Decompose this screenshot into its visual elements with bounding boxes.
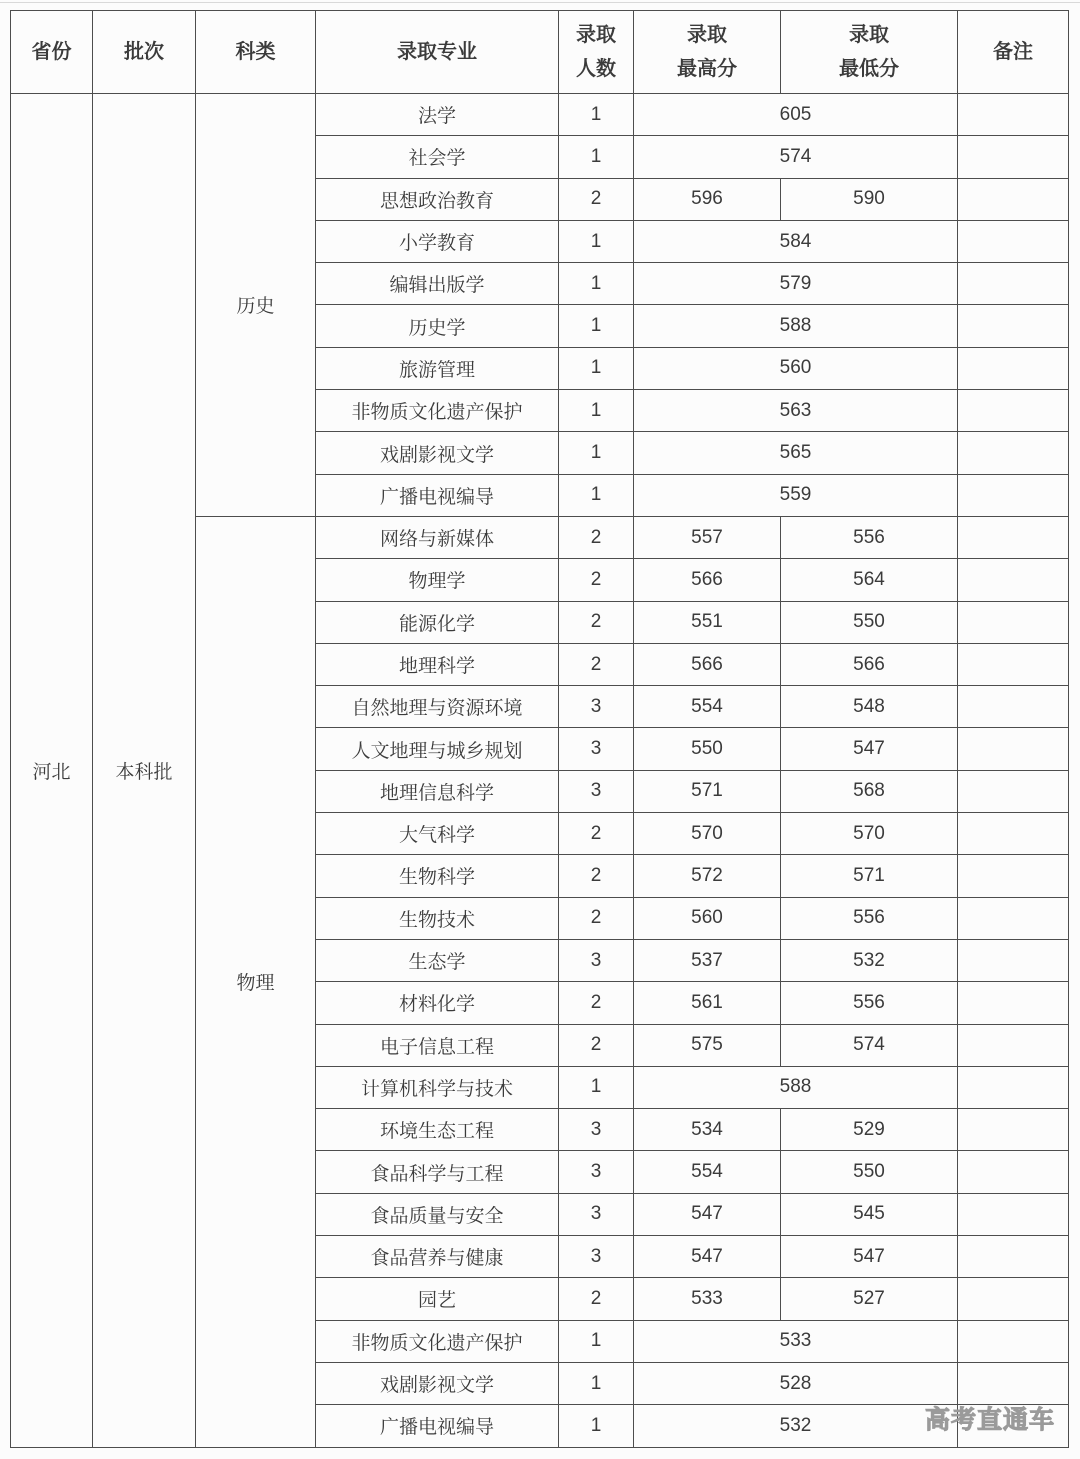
count-cell: 3 bbox=[559, 1151, 634, 1193]
col-header-remark-label: 备注 bbox=[993, 41, 1033, 63]
count-cell: 2 bbox=[559, 982, 634, 1024]
col-header-category bbox=[196, 11, 316, 94]
category-cell: 历史 bbox=[196, 94, 316, 517]
cropped-row-remnant bbox=[0, 2, 1080, 3]
major-cell: 网络与新媒体 bbox=[316, 516, 559, 558]
remark-cell bbox=[958, 347, 1069, 389]
count-cell: 3 bbox=[559, 686, 634, 728]
major-cell: 历史学 bbox=[316, 305, 559, 347]
min-score-cell: 574 bbox=[781, 1024, 958, 1066]
col-header-count-line1: 录取 bbox=[576, 24, 616, 46]
major-cell: 生物科学 bbox=[316, 855, 559, 897]
max-score-cell: 560 bbox=[634, 897, 781, 939]
major-cell: 材料化学 bbox=[316, 982, 559, 1024]
count-cell: 2 bbox=[559, 1024, 634, 1066]
major-cell: 园艺 bbox=[316, 1278, 559, 1320]
major-cell: 人文地理与城乡规划 bbox=[316, 728, 559, 770]
count-cell: 1 bbox=[559, 305, 634, 347]
min-score-cell: 548 bbox=[781, 686, 958, 728]
max-score-cell: 550 bbox=[634, 728, 781, 770]
col-header-province-label: 省份 bbox=[31, 41, 72, 63]
count-cell: 1 bbox=[559, 474, 634, 516]
remark-cell bbox=[958, 432, 1069, 474]
col-header-count bbox=[559, 11, 634, 94]
table-row bbox=[11, 94, 1069, 136]
min-score-cell: 556 bbox=[781, 982, 958, 1024]
remark-cell bbox=[958, 770, 1069, 812]
score-merged-cell: 532 bbox=[634, 1405, 958, 1447]
category-cell: 物理 bbox=[196, 516, 316, 1447]
remark-cell bbox=[958, 305, 1069, 347]
count-cell: 2 bbox=[559, 813, 634, 855]
col-header-max-score-line2: 最高分 bbox=[677, 58, 737, 80]
col-header-max-score-line1: 录取 bbox=[687, 24, 727, 46]
score-merged-cell: 584 bbox=[634, 220, 958, 262]
major-cell: 旅游管理 bbox=[316, 347, 559, 389]
major-cell: 思想政治教育 bbox=[316, 178, 559, 220]
max-score-cell: 566 bbox=[634, 559, 781, 601]
remark-cell bbox=[958, 516, 1069, 558]
major-cell: 非物质文化遗产保护 bbox=[316, 390, 559, 432]
min-score-cell: 571 bbox=[781, 855, 958, 897]
count-cell: 2 bbox=[559, 178, 634, 220]
major-cell: 社会学 bbox=[316, 136, 559, 178]
min-score-cell: 532 bbox=[781, 939, 958, 981]
remark-cell bbox=[958, 178, 1069, 220]
max-score-cell: 572 bbox=[634, 855, 781, 897]
major-cell: 生物技术 bbox=[316, 897, 559, 939]
major-cell: 大气科学 bbox=[316, 813, 559, 855]
major-cell: 计算机科学与技术 bbox=[316, 1066, 559, 1108]
max-score-cell: 533 bbox=[634, 1278, 781, 1320]
remark-cell bbox=[958, 1320, 1069, 1362]
max-score-cell: 554 bbox=[634, 1151, 781, 1193]
max-score-cell: 537 bbox=[634, 939, 781, 981]
count-cell: 1 bbox=[559, 347, 634, 389]
watermark: 高考直通车 bbox=[924, 1406, 1055, 1434]
remark-cell bbox=[958, 1109, 1069, 1151]
remark-cell bbox=[958, 559, 1069, 601]
remark-cell bbox=[958, 1362, 1069, 1404]
remark-cell bbox=[958, 94, 1069, 136]
min-score-cell: 566 bbox=[781, 643, 958, 685]
major-cell: 物理学 bbox=[316, 559, 559, 601]
col-header-category-label: 科类 bbox=[235, 41, 276, 63]
max-score-cell: 534 bbox=[634, 1109, 781, 1151]
remark-cell bbox=[958, 1066, 1069, 1108]
remark-cell bbox=[958, 1151, 1069, 1193]
score-merged-cell: 574 bbox=[634, 136, 958, 178]
major-cell: 小学教育 bbox=[316, 220, 559, 262]
col-header-batch-label: 批次 bbox=[124, 41, 164, 63]
max-score-cell: 571 bbox=[634, 770, 781, 812]
count-cell: 1 bbox=[559, 1320, 634, 1362]
remark-cell bbox=[958, 939, 1069, 981]
major-cell: 戏剧影视文学 bbox=[316, 432, 559, 474]
count-cell: 1 bbox=[559, 1405, 634, 1447]
count-cell: 1 bbox=[559, 1362, 634, 1404]
major-cell: 食品营养与健康 bbox=[316, 1236, 559, 1278]
col-header-max-score bbox=[634, 11, 781, 94]
major-cell: 地理科学 bbox=[316, 643, 559, 685]
remark-cell bbox=[958, 474, 1069, 516]
count-cell: 1 bbox=[559, 390, 634, 432]
col-header-count-line2: 人数 bbox=[576, 58, 616, 80]
col-header-min-score-line1: 录取 bbox=[849, 24, 889, 46]
remark-cell bbox=[958, 1193, 1069, 1235]
remark-cell bbox=[958, 855, 1069, 897]
count-cell: 3 bbox=[559, 1109, 634, 1151]
remark-cell bbox=[958, 220, 1069, 262]
score-merged-cell: 533 bbox=[634, 1320, 958, 1362]
score-merged-cell: 528 bbox=[634, 1362, 958, 1404]
major-cell: 食品质量与安全 bbox=[316, 1193, 559, 1235]
col-header-major bbox=[316, 11, 559, 94]
count-cell: 2 bbox=[559, 855, 634, 897]
col-header-major-label: 录取专业 bbox=[397, 41, 477, 63]
major-cell: 法学 bbox=[316, 94, 559, 136]
count-cell: 3 bbox=[559, 1193, 634, 1235]
remark-cell bbox=[958, 136, 1069, 178]
min-score-cell: 527 bbox=[781, 1278, 958, 1320]
remark-cell bbox=[958, 390, 1069, 432]
count-cell: 2 bbox=[559, 643, 634, 685]
major-cell: 生态学 bbox=[316, 939, 559, 981]
score-merged-cell: 565 bbox=[634, 432, 958, 474]
remark-cell bbox=[958, 1278, 1069, 1320]
score-merged-cell: 559 bbox=[634, 474, 958, 516]
score-merged-cell: 605 bbox=[634, 94, 958, 136]
admissions-table bbox=[10, 10, 1069, 1448]
major-cell: 环境生态工程 bbox=[316, 1109, 559, 1151]
max-score-cell: 547 bbox=[634, 1193, 781, 1235]
min-score-cell: 568 bbox=[781, 770, 958, 812]
score-merged-cell: 588 bbox=[634, 305, 958, 347]
remark-cell bbox=[958, 686, 1069, 728]
remark-cell bbox=[958, 728, 1069, 770]
batch-cell: 本科批 bbox=[93, 94, 196, 1448]
min-score-cell: 570 bbox=[781, 813, 958, 855]
count-cell: 1 bbox=[559, 263, 634, 305]
major-cell: 食品科学与工程 bbox=[316, 1151, 559, 1193]
max-score-cell: 575 bbox=[634, 1024, 781, 1066]
remark-cell bbox=[958, 1024, 1069, 1066]
min-score-cell: 547 bbox=[781, 728, 958, 770]
col-header-min-score bbox=[781, 11, 958, 94]
count-cell: 1 bbox=[559, 136, 634, 178]
major-cell: 自然地理与资源环境 bbox=[316, 686, 559, 728]
count-cell: 3 bbox=[559, 770, 634, 812]
count-cell: 2 bbox=[559, 1278, 634, 1320]
max-score-cell: 554 bbox=[634, 686, 781, 728]
min-score-cell: 564 bbox=[781, 559, 958, 601]
min-score-cell: 550 bbox=[781, 601, 958, 643]
count-cell: 1 bbox=[559, 94, 634, 136]
major-cell: 地理信息科学 bbox=[316, 770, 559, 812]
remark-cell bbox=[958, 897, 1069, 939]
col-header-remark bbox=[958, 11, 1069, 94]
major-cell: 能源化学 bbox=[316, 601, 559, 643]
major-cell: 电子信息工程 bbox=[316, 1024, 559, 1066]
count-cell: 2 bbox=[559, 516, 634, 558]
major-cell: 编辑出版学 bbox=[316, 263, 559, 305]
count-cell: 2 bbox=[559, 559, 634, 601]
count-cell: 2 bbox=[559, 601, 634, 643]
major-cell: 非物质文化遗产保护 bbox=[316, 1320, 559, 1362]
header-row bbox=[11, 11, 1069, 94]
count-cell: 3 bbox=[559, 939, 634, 981]
count-cell: 1 bbox=[559, 1066, 634, 1108]
remark-cell bbox=[958, 601, 1069, 643]
max-score-cell: 557 bbox=[634, 516, 781, 558]
score-merged-cell: 588 bbox=[634, 1066, 958, 1108]
count-cell: 2 bbox=[559, 897, 634, 939]
col-header-batch bbox=[93, 11, 196, 94]
min-score-cell: 547 bbox=[781, 1236, 958, 1278]
max-score-cell: 561 bbox=[634, 982, 781, 1024]
max-score-cell: 570 bbox=[634, 813, 781, 855]
max-score-cell: 566 bbox=[634, 643, 781, 685]
major-cell: 广播电视编导 bbox=[316, 1405, 559, 1447]
count-cell: 1 bbox=[559, 432, 634, 474]
min-score-cell: 556 bbox=[781, 516, 958, 558]
min-score-cell: 590 bbox=[781, 178, 958, 220]
count-cell: 3 bbox=[559, 728, 634, 770]
col-header-province bbox=[11, 11, 93, 94]
score-merged-cell: 560 bbox=[634, 347, 958, 389]
score-merged-cell: 579 bbox=[634, 263, 958, 305]
max-score-cell: 551 bbox=[634, 601, 781, 643]
col-header-min-score-line2: 最低分 bbox=[839, 58, 899, 80]
remark-cell bbox=[958, 643, 1069, 685]
min-score-cell: 550 bbox=[781, 1151, 958, 1193]
major-cell: 广播电视编导 bbox=[316, 474, 559, 516]
max-score-cell: 596 bbox=[634, 178, 781, 220]
major-cell: 戏剧影视文学 bbox=[316, 1362, 559, 1404]
count-cell: 3 bbox=[559, 1236, 634, 1278]
remark-cell bbox=[958, 982, 1069, 1024]
remark-cell bbox=[958, 263, 1069, 305]
count-cell: 1 bbox=[559, 220, 634, 262]
min-score-cell: 556 bbox=[781, 897, 958, 939]
min-score-cell: 529 bbox=[781, 1109, 958, 1151]
remark-cell bbox=[958, 813, 1069, 855]
max-score-cell: 547 bbox=[634, 1236, 781, 1278]
remark-cell bbox=[958, 1236, 1069, 1278]
province-cell: 河北 bbox=[11, 94, 93, 1448]
score-merged-cell: 563 bbox=[634, 390, 958, 432]
min-score-cell: 545 bbox=[781, 1193, 958, 1235]
